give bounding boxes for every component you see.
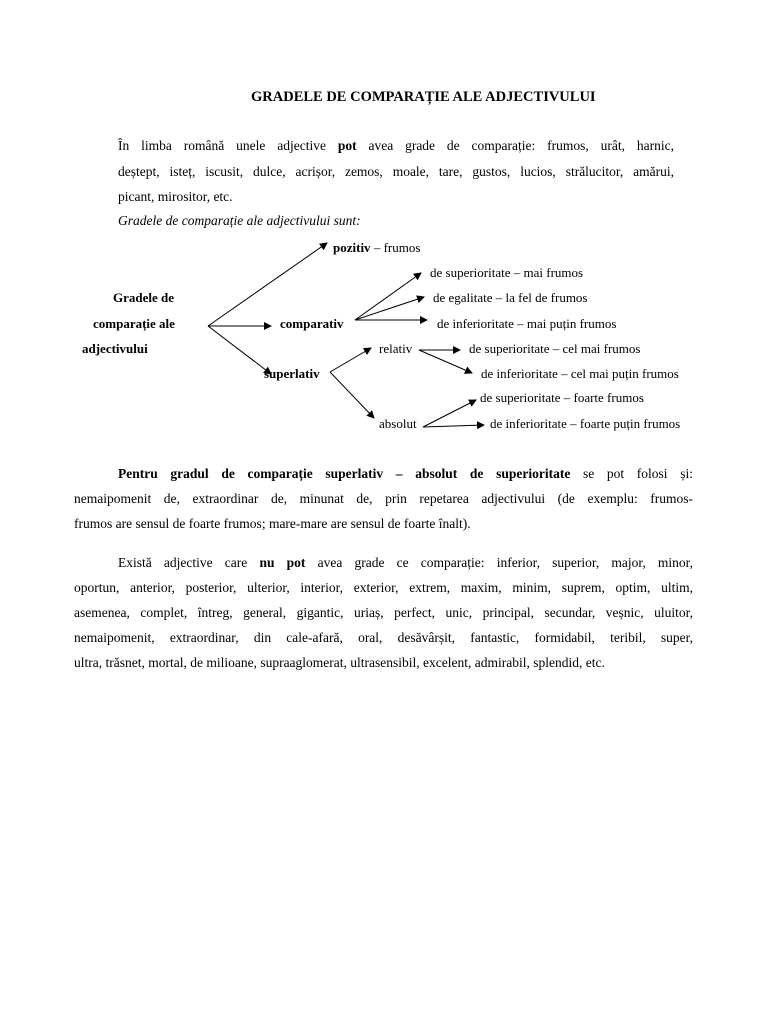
arrow-abs-sup — [423, 400, 476, 427]
absolut-label: absolut — [379, 416, 417, 431]
root-label-3: adjectivului — [82, 341, 148, 356]
para2-bold: Pentru gradul de comparație superlativ – absolut de superioritate — [118, 466, 571, 481]
page-title: GRADELE DE COMPARAȚIE ALE ADJECTIVULUI — [251, 89, 596, 105]
rel-superioritate: de superioritate – cel mai frumos — [469, 341, 641, 356]
comp-superioritate: de superioritate – mai frumos — [430, 265, 584, 280]
relativ-label: relativ — [379, 341, 413, 356]
arrow-to-superlativ — [208, 326, 271, 374]
comp-inferioritate: de inferioritate – mai puțin frumos — [437, 316, 617, 331]
para2-line-3: frumos are sensul de foarte frumos; mare-mare are sensul de foarte înalt). — [74, 516, 471, 531]
para3-line-4: nemaipomenit, extraordinar, din cale-afară, oral, desăvârșit, fantastic, formidabil, teribil, super, — [74, 630, 693, 645]
para3-text: Există adjective care — [118, 555, 260, 570]
para3-line-5: ultra, trăsnet, mortal, de milioane, supraaglomerat, ultrasensibil, excelent, admirabil, splendid, etc. — [74, 655, 605, 670]
arrow-sup-absolut — [330, 372, 374, 418]
intro-text: În limba română unele adjective — [118, 138, 338, 153]
intro-bold-pot: pot — [337, 138, 357, 153]
pozitiv-label: pozitiv — [333, 240, 371, 255]
comp-egalitate: de egalitate – la fel de frumos — [433, 290, 588, 305]
intro-line-2: deștept, isteț, iscusit, dulce, acrișor, zemos, moale, tare, gustos, lucios, strălucitor, amărui, — [118, 164, 674, 179]
para3-line-1 — [118, 556, 693, 570]
superlativ-label: superlativ — [264, 366, 320, 381]
pozitiv-node — [333, 241, 420, 254]
arrow-comp-egal — [355, 297, 424, 320]
arrow-comp-sup — [355, 273, 421, 320]
arrow-to-pozitiv — [208, 243, 327, 326]
pozitiv-example: – frumos — [370, 240, 421, 255]
intro-line-4: Gradele de comparație ale adjectivului sunt: — [118, 213, 361, 228]
para3-line-2: oportun, anterior, posterior, ulterior, interior, exterior, extrem, maxim, minim, suprem, optim, ultim, — [74, 580, 693, 595]
para3-line-3: asemenea, complet, întreg, general, gigantic, uriaș, perfect, unic, principal, secundar, veșnic, uluitor, — [74, 605, 693, 620]
arrow-sup-relativ — [330, 348, 371, 372]
root-label-2: comparație ale — [93, 316, 175, 331]
para2-line-1 — [118, 467, 693, 481]
para3-text-rest: avea grade ce comparație: inferior, superior, major, minor, — [305, 555, 694, 570]
abs-superioritate: de superioritate – foarte frumos — [480, 390, 644, 405]
root-label-1: Gradele de — [113, 290, 175, 305]
intro-text-rest: avea grade de comparație: frumos, urât, harnic, — [356, 138, 674, 153]
comparativ-label: comparativ — [280, 316, 344, 331]
rel-inferioritate: de inferioritate – cel mai puțin frumos — [481, 366, 679, 381]
abs-inferioritate: de inferioritate – foarte puțin frumos — [490, 416, 681, 431]
arrow-abs-inf — [423, 425, 484, 427]
para3-bold-nu-pot: nu pot — [259, 555, 306, 570]
para2-rest: se pot folosi și: — [570, 466, 693, 481]
para2-line-2: nemaipomenit de, extraordinar de, minunat de, prin repetarea adjectivului (de exemplu: frumos- — [74, 491, 693, 506]
intro-line-3: picant, mirositor, etc. — [118, 189, 233, 204]
arrow-rel-inf — [419, 350, 472, 373]
